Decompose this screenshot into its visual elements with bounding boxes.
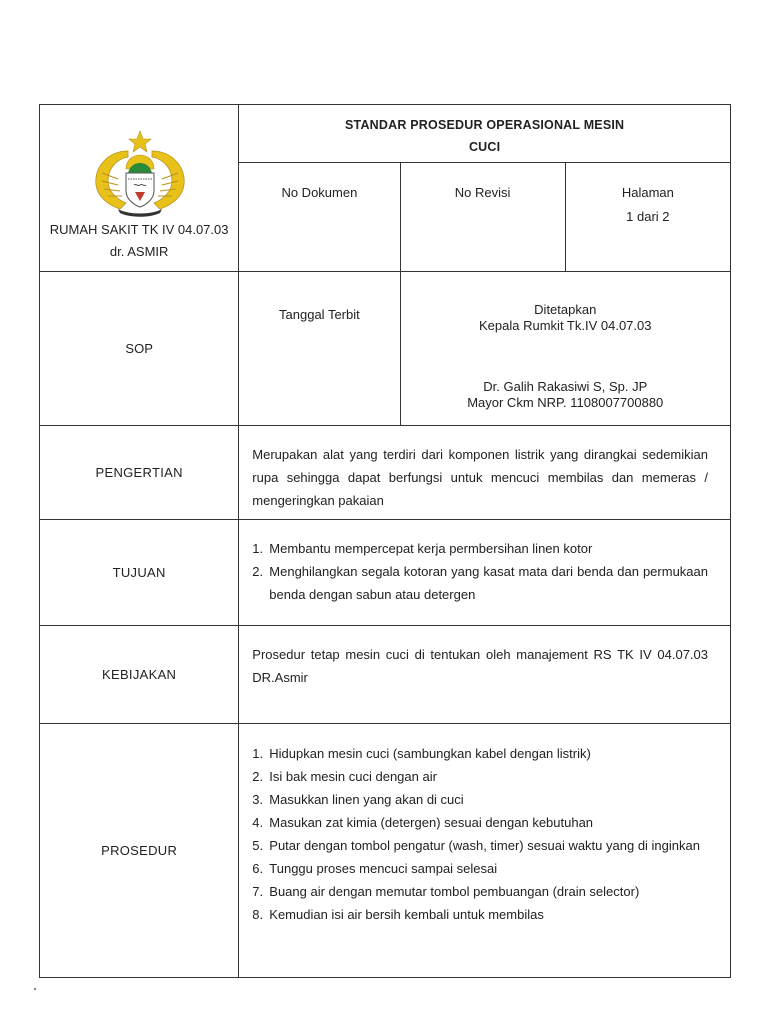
ditetapkan-label: Ditetapkan [534, 302, 597, 317]
sop-table [39, 104, 731, 978]
list-item-number: 2. [252, 564, 264, 579]
list-item [252, 834, 708, 857]
sop-label-cell [40, 272, 239, 426]
institution-director: dr. ASMIR [109, 244, 169, 259]
list-item-text: Masukkan linen yang akan di cuci [269, 792, 464, 807]
ditetapkan-cell [400, 272, 731, 426]
halaman-cell [565, 163, 730, 272]
army-hospital-emblem-icon [90, 129, 190, 219]
list-item-number: 2. [252, 769, 264, 784]
no-revisi-label: No Revisi [454, 185, 511, 200]
list-item-number: 8. [252, 907, 264, 922]
document-title-line1: STANDAR PROSEDUR OPERASIONAL MESIN [345, 118, 625, 132]
tujuan-list [252, 537, 708, 606]
tanggal-terbit-cell [239, 272, 400, 426]
pengertian-content-cell [239, 426, 731, 520]
list-item-text: Masukan zat kimia (detergen) sesuai dengan kebutuhan [269, 815, 594, 830]
page-corner-mark [34, 988, 36, 990]
list-item [252, 903, 708, 926]
institution-cell [40, 105, 239, 272]
list-item-number: 6. [252, 861, 264, 876]
list-item-number: 1. [252, 746, 264, 761]
list-item-text: Putar dengan tombol pengatur (wash, timer) sesuai waktu yang di inginkan [269, 838, 700, 853]
list-item [252, 857, 708, 880]
kebijakan-content-cell [239, 626, 731, 724]
list-item [252, 765, 708, 788]
prosedur-list [252, 742, 708, 926]
pengertian-label: PENGERTIAN [95, 465, 183, 480]
document-title-line2: CUCI [468, 140, 501, 154]
kebijakan-text: Prosedur tetap mesin cuci di tentukan oleh manajement RS TK IV 04.07.03 DR.Asmir [252, 647, 708, 685]
document-title-cell [239, 105, 731, 163]
list-item [252, 560, 708, 606]
list-item [252, 537, 708, 560]
tujuan-label-cell [40, 520, 239, 626]
list-item-text: Menghilangkan segala kotoran yang kasat mata dari benda dan permukaan benda dengan sabun atau detergen [269, 564, 708, 602]
sop-label: SOP [125, 341, 153, 356]
list-item [252, 880, 708, 903]
list-item-number: 3. [252, 792, 264, 807]
list-item [252, 811, 708, 834]
no-dokumen-label: No Dokumen [281, 185, 358, 200]
halaman-label: Halaman [621, 185, 674, 200]
list-item-number: 5. [252, 838, 264, 853]
list-item [252, 788, 708, 811]
jabatan-penetap: Kepala Rumkit Tk.IV 04.07.03 [479, 318, 652, 333]
prosedur-label: PROSEDUR [101, 843, 178, 858]
list-item-number: 7. [252, 884, 264, 899]
list-item-text: Membantu mempercepat kerja permbersihan linen kotor [269, 541, 593, 556]
nrp-penetap: Mayor Ckm NRP. 1108007700880 [467, 395, 664, 410]
institution-name: RUMAH SAKIT TK IV 04.07.03 [49, 222, 229, 237]
nama-penetap: Dr. Galih Rakasiwi S, Sp. JP [483, 379, 648, 394]
kebijakan-label-cell [40, 626, 239, 724]
list-item-text: Hidupkan mesin cuci (sambungkan kabel dengan listrik) [269, 746, 591, 761]
no-dokumen-cell [239, 163, 400, 272]
prosedur-content-cell [239, 724, 731, 978]
list-item [252, 742, 708, 765]
list-item-text: Kemudian isi air bersih kembali untuk membilas [269, 907, 544, 922]
list-item-text: Isi bak mesin cuci dengan air [269, 769, 437, 784]
halaman-value: 1 dari 2 [626, 209, 670, 224]
kebijakan-label: KEBIJAKAN [102, 667, 177, 682]
tanggal-terbit-label: Tanggal Terbit [279, 307, 360, 322]
pengertian-text: Merupakan alat yang terdiri dari komponen listrik yang dirangkai sedemikian rupa sehingga dapat berfungsi untuk mencuci membilas dan memeras / mengeringkan pakaian [252, 447, 708, 508]
pengertian-label-cell [40, 426, 239, 520]
list-item-text: Tunggu proses mencuci sampai selesai [269, 861, 498, 876]
prosedur-label-cell [40, 724, 239, 978]
list-item-number: 4. [252, 815, 264, 830]
list-item-text: Buang air dengan memutar tombol pembuangan (drain selector) [269, 884, 640, 899]
list-item-number: 1. [252, 541, 264, 556]
no-revisi-cell [400, 163, 565, 272]
tujuan-content-cell [239, 520, 731, 626]
tujuan-label: TUJUAN [112, 565, 166, 580]
